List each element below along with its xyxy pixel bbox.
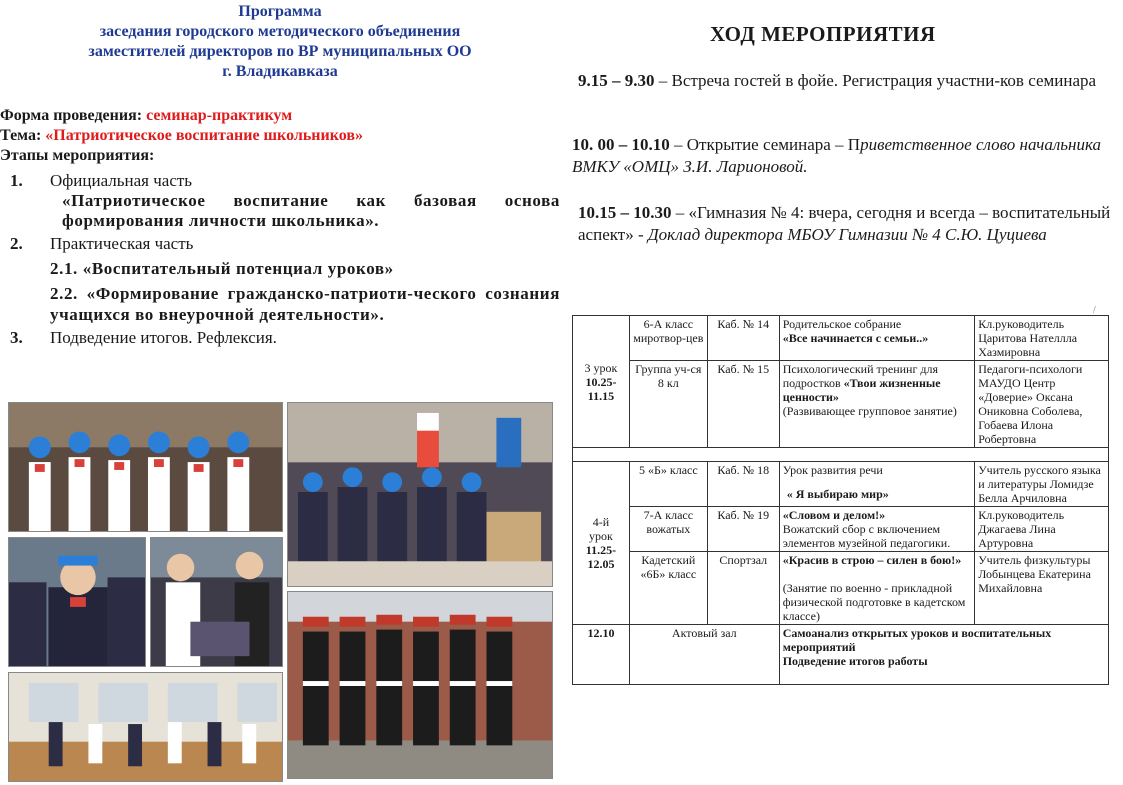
agenda-heading: ХОД МЕРОПРИЯТИЯ — [710, 22, 936, 46]
stages-list — [0, 170, 560, 348]
class-cell: Кадетский «6Б» класс — [629, 552, 707, 625]
event-cell: Психологический тренинг для подростков «Твои жизненные ценности» (Развивающее групповое занятие) — [779, 361, 974, 448]
photo-collage — [8, 402, 553, 782]
program-title: Программа — [238, 3, 322, 20]
table-row — [573, 625, 1109, 685]
form-label: Форма проведения: — [0, 107, 143, 124]
lead-cell: Кл.руководитель Джагаева Лина Артуровна — [975, 507, 1109, 552]
theme-value: «Патриотическое воспитание школьников» — [45, 127, 363, 144]
photo-gym-activity — [8, 672, 283, 782]
photo-cadets-with-folders — [287, 402, 553, 587]
stage-title: Официальная часть — [50, 171, 193, 190]
form-line — [0, 106, 560, 126]
program-city: г. Владикавказа — [222, 63, 338, 80]
lead-cell: Кл.руководитель Царитова Нателлла Хазмировна — [975, 316, 1109, 361]
table-row — [573, 316, 1109, 361]
theme-line — [0, 126, 560, 146]
agenda-separator: – — [669, 135, 687, 154]
table-row — [573, 462, 1109, 507]
stage-item — [0, 233, 560, 254]
room-cell: Каб. № 18 — [707, 462, 779, 507]
table-row — [573, 361, 1109, 448]
schedule-table — [572, 315, 1109, 685]
table-gap — [573, 448, 1109, 462]
final-place: Актовый зал — [629, 625, 779, 685]
lesson-time: 3 урок 10.25- 11.15 — [573, 316, 630, 448]
corner-mark: / — [1093, 305, 1096, 316]
class-cell: 5 «Б» класс — [629, 462, 707, 507]
lead-cell: Учитель русского языка и литературы Ломидзе Белла Арчиловна — [975, 462, 1109, 507]
agenda-italic: Доклад директора МБОУ Гимназии № 4 С.Ю. Цуциева — [647, 225, 1047, 244]
table-row — [573, 507, 1109, 552]
agenda-time: 10. 00 – 10.10 — [572, 135, 670, 154]
program-subtitle-2: заместителей директоров по ВР муниципальных ОО — [88, 43, 472, 60]
theme-label: Тема: — [0, 127, 42, 144]
stage-title: Подведение итогов. Рефлексия. — [50, 328, 277, 347]
agenda-time: 9.15 – 9.30 — [578, 71, 655, 90]
agenda-item — [572, 70, 1117, 92]
stage-number: 3. — [10, 328, 23, 347]
room-cell: Спортзал — [707, 552, 779, 625]
agenda-item — [572, 134, 1117, 178]
agenda-text: «Гимназия № 4: вчера, сегодня и всегда – воспитательный аспект» - — [578, 203, 1111, 244]
event-cell: «Словом и делом!» Вожатский сбор с включением элементов музейной педагогики. — [779, 507, 974, 552]
room-cell: Каб. № 14 — [707, 316, 779, 361]
photo-students-with-boxes — [150, 537, 283, 667]
class-cell: 6-А класс миротвор-цев — [629, 316, 707, 361]
stage-sub: 2.1. «Воспитательный потенциал уроков» — [50, 259, 394, 278]
lead-cell: Учитель физкультуры Лобынцева Екатерина Михайловна — [975, 552, 1109, 625]
event-cell: «Красив в строю – силен в бою!» (Занятие по военно - прикладной физической подготовке в кадетском классе) — [779, 552, 974, 625]
photo-girls-in-berets — [8, 402, 283, 532]
event-cell: Родительское собрание «Все начинается с семьи..» — [779, 316, 974, 361]
class-cell: Группа уч-ся 8 кл — [629, 361, 707, 448]
program-subtitle-1: заседания городского методического объединения — [99, 23, 461, 40]
stage-item — [0, 327, 560, 348]
program-meta — [0, 106, 560, 166]
photo-cadets-parade — [287, 591, 553, 779]
class-cell: 7-А класс вожатых — [629, 507, 707, 552]
stage-number: 1. — [10, 171, 23, 190]
stage-item — [0, 170, 560, 191]
agenda-text: Открытие семинара – П — [686, 135, 861, 154]
lead-cell: Педагоги-психологи МАУДО Центр «Доверие» Оксана Ониковна Соболева, Гобаева Илона Робертовна — [975, 361, 1109, 448]
lesson-time: 4-й урок 11.25- 12.05 — [573, 462, 630, 625]
final-time: 12.10 — [573, 625, 630, 685]
stage-number: 2. — [10, 234, 23, 253]
photo-girl-in-cap — [8, 537, 146, 667]
program-header — [0, 2, 560, 82]
final-event: Самоанализ открытых уроков и воспитательных мероприятий Подведение итогов работы — [779, 625, 1108, 685]
agenda-text: Встреча гостей в фойе. Регистрация участни-ков семинара — [671, 71, 1097, 90]
room-cell: Каб. № 19 — [707, 507, 779, 552]
agenda-separator: – — [671, 203, 689, 222]
event-cell: Урок развития речи « Я выбираю мир» — [779, 462, 974, 507]
stage-sub: 2.2. «Формирование гражданско-патриоти-ческого сознания учащихся во внеурочной деятельности». — [50, 284, 560, 324]
agenda-italic: риветственное слово начальника ВМКУ «ОМЦ» З.И. Ларионовой. — [572, 135, 1101, 176]
form-value: семинар-практикум — [146, 107, 293, 124]
stages-label: Этапы мероприятия: — [0, 147, 155, 164]
agenda-item — [572, 202, 1117, 246]
stage-sub: «Патриотическое воспитание как базовая основа формирования личности школьника». — [62, 191, 560, 230]
table-row — [573, 552, 1109, 625]
stage-title: Практическая часть — [50, 234, 194, 253]
agenda-time: 10.15 – 10.30 — [578, 203, 672, 222]
agenda-separator: – — [654, 71, 672, 90]
room-cell: Каб. № 15 — [707, 361, 779, 448]
